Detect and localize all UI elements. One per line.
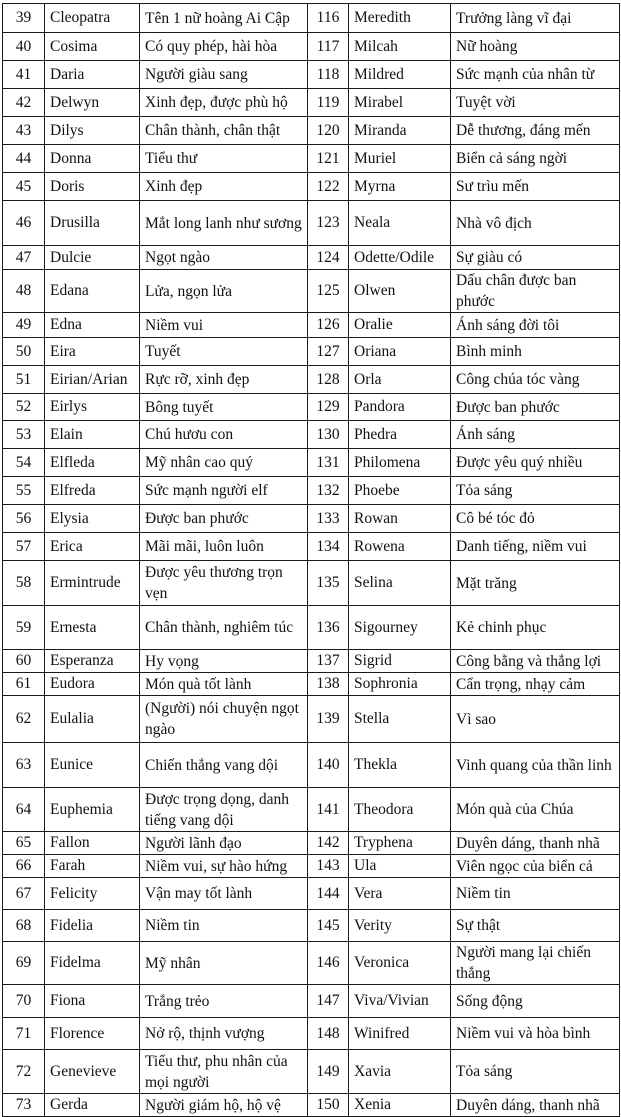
right-number-cell: 137: [308, 650, 349, 673]
left-name-cell: Fallon: [45, 832, 140, 855]
left-meaning-cell: Chiến thắng vang dội: [140, 743, 308, 788]
right-meaning-cell: Dễ thương, đáng mến: [451, 117, 620, 145]
left-name-cell: Felicity: [45, 878, 140, 910]
right-number-cell: 129: [308, 394, 349, 421]
left-number-cell: 73: [3, 1094, 45, 1117]
right-number-cell: 127: [308, 338, 349, 366]
table-row: [3, 246, 620, 270]
right-number-cell: 116: [308, 4, 349, 33]
right-name-cell: Orla: [349, 366, 451, 394]
right-meaning-cell: Cô bé tóc đỏ: [451, 505, 620, 533]
left-meaning-cell: Được ban phước: [140, 505, 308, 533]
right-name-cell: Ula: [349, 855, 451, 878]
right-name-cell: Odette/Odile: [349, 246, 451, 270]
left-meaning-cell: Tuyết: [140, 338, 308, 366]
table-row: [3, 33, 620, 61]
right-number-cell: 145: [308, 910, 349, 942]
left-name-cell: Elain: [45, 421, 140, 449]
table-row: [3, 1018, 620, 1050]
table-row: [3, 561, 620, 606]
right-number-cell: 128: [308, 366, 349, 394]
left-meaning-cell: Chân thành, nghiêm túc: [140, 606, 308, 650]
right-name-cell: Oralie: [349, 313, 451, 338]
left-meaning-cell: Chú hươu con: [140, 421, 308, 449]
right-name-cell: Tryphena: [349, 832, 451, 855]
left-number-cell: 41: [3, 61, 45, 89]
left-meaning-cell: Mỹ nhân cao quý: [140, 449, 308, 477]
right-number-cell: 140: [308, 743, 349, 788]
left-number-cell: 45: [3, 173, 45, 201]
table-row: [3, 832, 620, 855]
left-name-cell: Doris: [45, 173, 140, 201]
right-name-cell: Mirabel: [349, 89, 451, 117]
left-number-cell: 63: [3, 743, 45, 788]
right-meaning-cell: Vinh quang của thần linh: [451, 743, 620, 788]
left-meaning-cell: Niềm vui, sự hào hứng: [140, 855, 308, 878]
right-number-cell: 122: [308, 173, 349, 201]
right-meaning-cell: Cẩn trọng, nhạy cảm: [451, 673, 620, 696]
left-name-cell: Donna: [45, 145, 140, 173]
right-name-cell: Phedra: [349, 421, 451, 449]
right-number-cell: 144: [308, 878, 349, 910]
right-meaning-cell: Biển cả sáng ngời: [451, 145, 620, 173]
right-meaning-cell: Món quà của Chúa: [451, 788, 620, 832]
right-meaning-cell: Niềm tin: [451, 878, 620, 910]
right-meaning-cell: Sức mạnh của nhân từ: [451, 61, 620, 89]
table-row: [3, 788, 620, 832]
left-meaning-cell: Chân thành, chân thật: [140, 117, 308, 145]
right-number-cell: 133: [308, 505, 349, 533]
right-name-cell: Theodora: [349, 788, 451, 832]
right-number-cell: 147: [308, 985, 349, 1018]
left-number-cell: 52: [3, 394, 45, 421]
right-number-cell: 142: [308, 832, 349, 855]
table-row: [3, 421, 620, 449]
right-number-cell: 134: [308, 533, 349, 561]
left-number-cell: 55: [3, 477, 45, 505]
left-meaning-cell: Sức mạnh người elf: [140, 477, 308, 505]
right-meaning-cell: Nhà vô địch: [451, 201, 620, 246]
right-number-cell: 119: [308, 89, 349, 117]
table-row: [3, 89, 620, 117]
left-meaning-cell: Mắt long lanh như sương: [140, 201, 308, 246]
right-meaning-cell: Công chúa tóc vàng: [451, 366, 620, 394]
right-name-cell: Sigourney: [349, 606, 451, 650]
table-row: [3, 61, 620, 89]
right-name-cell: Olwen: [349, 270, 451, 313]
right-number-cell: 118: [308, 61, 349, 89]
right-name-cell: Muriel: [349, 145, 451, 173]
right-meaning-cell: Viên ngọc của biển cả: [451, 855, 620, 878]
right-number-cell: 131: [308, 449, 349, 477]
right-meaning-cell: Sự thật: [451, 910, 620, 942]
table-row: [3, 117, 620, 145]
left-meaning-cell: (Người) nói chuyện ngọt ngào: [140, 696, 308, 743]
table-row: [3, 270, 620, 313]
left-number-cell: 54: [3, 449, 45, 477]
left-name-cell: Ermintrude: [45, 561, 140, 606]
left-meaning-cell: Người lãnh đạo: [140, 832, 308, 855]
table-row: [3, 173, 620, 201]
right-number-cell: 126: [308, 313, 349, 338]
table-row: [3, 338, 620, 366]
left-number-cell: 65: [3, 832, 45, 855]
left-name-cell: Genevieve: [45, 1050, 140, 1094]
right-name-cell: Miranda: [349, 117, 451, 145]
left-number-cell: 60: [3, 650, 45, 673]
left-meaning-cell: Món quà tốt lành: [140, 673, 308, 696]
table-row: [3, 985, 620, 1018]
right-name-cell: Thekla: [349, 743, 451, 788]
left-number-cell: 69: [3, 942, 45, 985]
left-meaning-cell: Trắng trẻo: [140, 985, 308, 1018]
left-number-cell: 50: [3, 338, 45, 366]
right-number-cell: 141: [308, 788, 349, 832]
right-number-cell: 130: [308, 421, 349, 449]
table-row: [3, 505, 620, 533]
right-name-cell: Mildred: [349, 61, 451, 89]
left-number-cell: 64: [3, 788, 45, 832]
right-meaning-cell: Kẻ chinh phục: [451, 606, 620, 650]
right-name-cell: Milcah: [349, 33, 451, 61]
left-name-cell: Edna: [45, 313, 140, 338]
right-name-cell: Rowena: [349, 533, 451, 561]
right-meaning-cell: Sư trìu mến: [451, 173, 620, 201]
left-name-cell: Elfleda: [45, 449, 140, 477]
right-name-cell: Neala: [349, 201, 451, 246]
right-meaning-cell: Nữ hoàng: [451, 33, 620, 61]
left-meaning-cell: Xinh đẹp, được phù hộ: [140, 89, 308, 117]
left-number-cell: 56: [3, 505, 45, 533]
table-row: [3, 673, 620, 696]
table-row: [3, 449, 620, 477]
left-name-cell: Delwyn: [45, 89, 140, 117]
left-name-cell: Drusilla: [45, 201, 140, 246]
left-name-cell: Eudora: [45, 673, 140, 696]
table-row: [3, 366, 620, 394]
left-meaning-cell: Lửa, ngọn lửa: [140, 270, 308, 313]
left-name-cell: Edana: [45, 270, 140, 313]
left-name-cell: Euphemia: [45, 788, 140, 832]
table-row: [3, 942, 620, 985]
right-name-cell: Rowan: [349, 505, 451, 533]
right-name-cell: Xavia: [349, 1050, 451, 1094]
right-number-cell: 143: [308, 855, 349, 878]
right-name-cell: Pandora: [349, 394, 451, 421]
right-number-cell: 124: [308, 246, 349, 270]
left-name-cell: Erica: [45, 533, 140, 561]
table-row: [3, 145, 620, 173]
right-name-cell: Meredith: [349, 4, 451, 33]
left-meaning-cell: Tên 1 nữ hoàng Ai Cập: [140, 4, 308, 33]
left-number-cell: 47: [3, 246, 45, 270]
left-meaning-cell: Được trọng dọng, danh tiếng vang dội: [140, 788, 308, 832]
left-meaning-cell: Rực rỡ, xinh đẹp: [140, 366, 308, 394]
right-number-cell: 146: [308, 942, 349, 985]
left-number-cell: 51: [3, 366, 45, 394]
left-meaning-cell: Bông tuyết: [140, 394, 308, 421]
table-row: [3, 477, 620, 505]
left-number-cell: 61: [3, 673, 45, 696]
table-row: [3, 313, 620, 338]
left-name-cell: Gerda: [45, 1094, 140, 1117]
left-name-cell: Eirian/Arian: [45, 366, 140, 394]
left-number-cell: 46: [3, 201, 45, 246]
left-name-cell: Eirlys: [45, 394, 140, 421]
right-name-cell: Philomena: [349, 449, 451, 477]
left-number-cell: 44: [3, 145, 45, 173]
table-body: [3, 4, 620, 1117]
right-meaning-cell: Tỏa sáng: [451, 477, 620, 505]
table-row: [3, 606, 620, 650]
left-name-cell: Eira: [45, 338, 140, 366]
left-number-cell: 59: [3, 606, 45, 650]
right-meaning-cell: Tuyệt vời: [451, 89, 620, 117]
right-meaning-cell: Tỏa sáng: [451, 1050, 620, 1094]
table-row: [3, 650, 620, 673]
left-number-cell: 57: [3, 533, 45, 561]
right-meaning-cell: Công bằng và thắng lợi: [451, 650, 620, 673]
left-name-cell: Esperanza: [45, 650, 140, 673]
right-meaning-cell: Sống động: [451, 985, 620, 1018]
left-meaning-cell: Ngọt ngào: [140, 246, 308, 270]
right-meaning-cell: Niềm vui và hòa bình: [451, 1018, 620, 1050]
left-meaning-cell: Mãi mãi, luôn luôn: [140, 533, 308, 561]
right-meaning-cell: Duyên dáng, thanh nhã: [451, 1094, 620, 1117]
right-meaning-cell: Ánh sáng: [451, 421, 620, 449]
right-name-cell: Selina: [349, 561, 451, 606]
right-name-cell: Sophronia: [349, 673, 451, 696]
left-name-cell: Cosima: [45, 33, 140, 61]
left-number-cell: 62: [3, 696, 45, 743]
left-number-cell: 40: [3, 33, 45, 61]
right-name-cell: Sigrid: [349, 650, 451, 673]
right-name-cell: Winifred: [349, 1018, 451, 1050]
right-number-cell: 125: [308, 270, 349, 313]
left-meaning-cell: Vận may tốt lành: [140, 878, 308, 910]
right-number-cell: 136: [308, 606, 349, 650]
left-number-cell: 72: [3, 1050, 45, 1094]
right-name-cell: Vera: [349, 878, 451, 910]
left-meaning-cell: Mỹ nhân: [140, 942, 308, 985]
left-meaning-cell: Người giàu sang: [140, 61, 308, 89]
table-row: [3, 743, 620, 788]
left-meaning-cell: Xinh đẹp: [140, 173, 308, 201]
left-number-cell: 66: [3, 855, 45, 878]
left-meaning-cell: Hy vọng: [140, 650, 308, 673]
left-name-cell: Florence: [45, 1018, 140, 1050]
right-number-cell: 120: [308, 117, 349, 145]
left-number-cell: 70: [3, 985, 45, 1018]
right-meaning-cell: Vì sao: [451, 696, 620, 743]
table-row: [3, 855, 620, 878]
left-meaning-cell: Niềm vui: [140, 313, 308, 338]
right-name-cell: Xenia: [349, 1094, 451, 1117]
right-number-cell: 123: [308, 201, 349, 246]
left-name-cell: Daria: [45, 61, 140, 89]
right-number-cell: 150: [308, 1094, 349, 1117]
left-name-cell: Ernesta: [45, 606, 140, 650]
left-name-cell: Dilys: [45, 117, 140, 145]
right-meaning-cell: Danh tiếng, niềm vui: [451, 533, 620, 561]
right-meaning-cell: Bình minh: [451, 338, 620, 366]
left-meaning-cell: Có quy phép, hài hòa: [140, 33, 308, 61]
table-row: [3, 878, 620, 910]
left-meaning-cell: Tiểu thư, phu nhân của mọi người: [140, 1050, 308, 1094]
right-name-cell: Oriana: [349, 338, 451, 366]
right-number-cell: 132: [308, 477, 349, 505]
left-number-cell: 48: [3, 270, 45, 313]
right-number-cell: 138: [308, 673, 349, 696]
left-number-cell: 49: [3, 313, 45, 338]
right-name-cell: Stella: [349, 696, 451, 743]
left-name-cell: Cleopatra: [45, 4, 140, 33]
left-name-cell: Fidelma: [45, 942, 140, 985]
left-number-cell: 42: [3, 89, 45, 117]
left-number-cell: 43: [3, 117, 45, 145]
right-number-cell: 148: [308, 1018, 349, 1050]
right-name-cell: Viva/Vivian: [349, 985, 451, 1018]
left-meaning-cell: Người giám hộ, hộ vệ: [140, 1094, 308, 1117]
right-number-cell: 121: [308, 145, 349, 173]
right-number-cell: 135: [308, 561, 349, 606]
table-row: [3, 533, 620, 561]
right-meaning-cell: Người mang lại chiến thắng: [451, 942, 620, 985]
right-meaning-cell: Sự giàu có: [451, 246, 620, 270]
names-table: [2, 3, 620, 1117]
right-name-cell: Myrna: [349, 173, 451, 201]
right-meaning-cell: Duyên dáng, thanh nhã: [451, 832, 620, 855]
left-number-cell: 39: [3, 4, 45, 33]
right-meaning-cell: Mặt trăng: [451, 561, 620, 606]
right-meaning-cell: Trưởng làng vĩ đại: [451, 4, 620, 33]
left-number-cell: 67: [3, 878, 45, 910]
left-meaning-cell: Được yêu thương trọn vẹn: [140, 561, 308, 606]
table-row: [3, 394, 620, 421]
table-row: [3, 201, 620, 246]
right-number-cell: 117: [308, 33, 349, 61]
right-name-cell: Verity: [349, 910, 451, 942]
right-number-cell: 149: [308, 1050, 349, 1094]
table-row: [3, 4, 620, 33]
left-meaning-cell: Tiểu thư: [140, 145, 308, 173]
left-meaning-cell: Nở rộ, thịnh vượng: [140, 1018, 308, 1050]
left-name-cell: Fiona: [45, 985, 140, 1018]
left-name-cell: Eulalia: [45, 696, 140, 743]
left-name-cell: Eunice: [45, 743, 140, 788]
right-name-cell: Phoebe: [349, 477, 451, 505]
left-name-cell: Farah: [45, 855, 140, 878]
table-row: [3, 1050, 620, 1094]
right-name-cell: Veronica: [349, 942, 451, 985]
left-name-cell: Elysia: [45, 505, 140, 533]
left-name-cell: Dulcie: [45, 246, 140, 270]
right-meaning-cell: Dấu chân được ban phước: [451, 270, 620, 313]
right-number-cell: 139: [308, 696, 349, 743]
left-number-cell: 71: [3, 1018, 45, 1050]
left-name-cell: Elfreda: [45, 477, 140, 505]
left-number-cell: 68: [3, 910, 45, 942]
right-meaning-cell: Được yêu quý nhiều: [451, 449, 620, 477]
table-row: [3, 696, 620, 743]
left-number-cell: 58: [3, 561, 45, 606]
left-name-cell: Fidelia: [45, 910, 140, 942]
left-meaning-cell: Niềm tin: [140, 910, 308, 942]
left-number-cell: 53: [3, 421, 45, 449]
right-meaning-cell: Ánh sáng đời tôi: [451, 313, 620, 338]
table-row: [3, 910, 620, 942]
right-meaning-cell: Được ban phước: [451, 394, 620, 421]
